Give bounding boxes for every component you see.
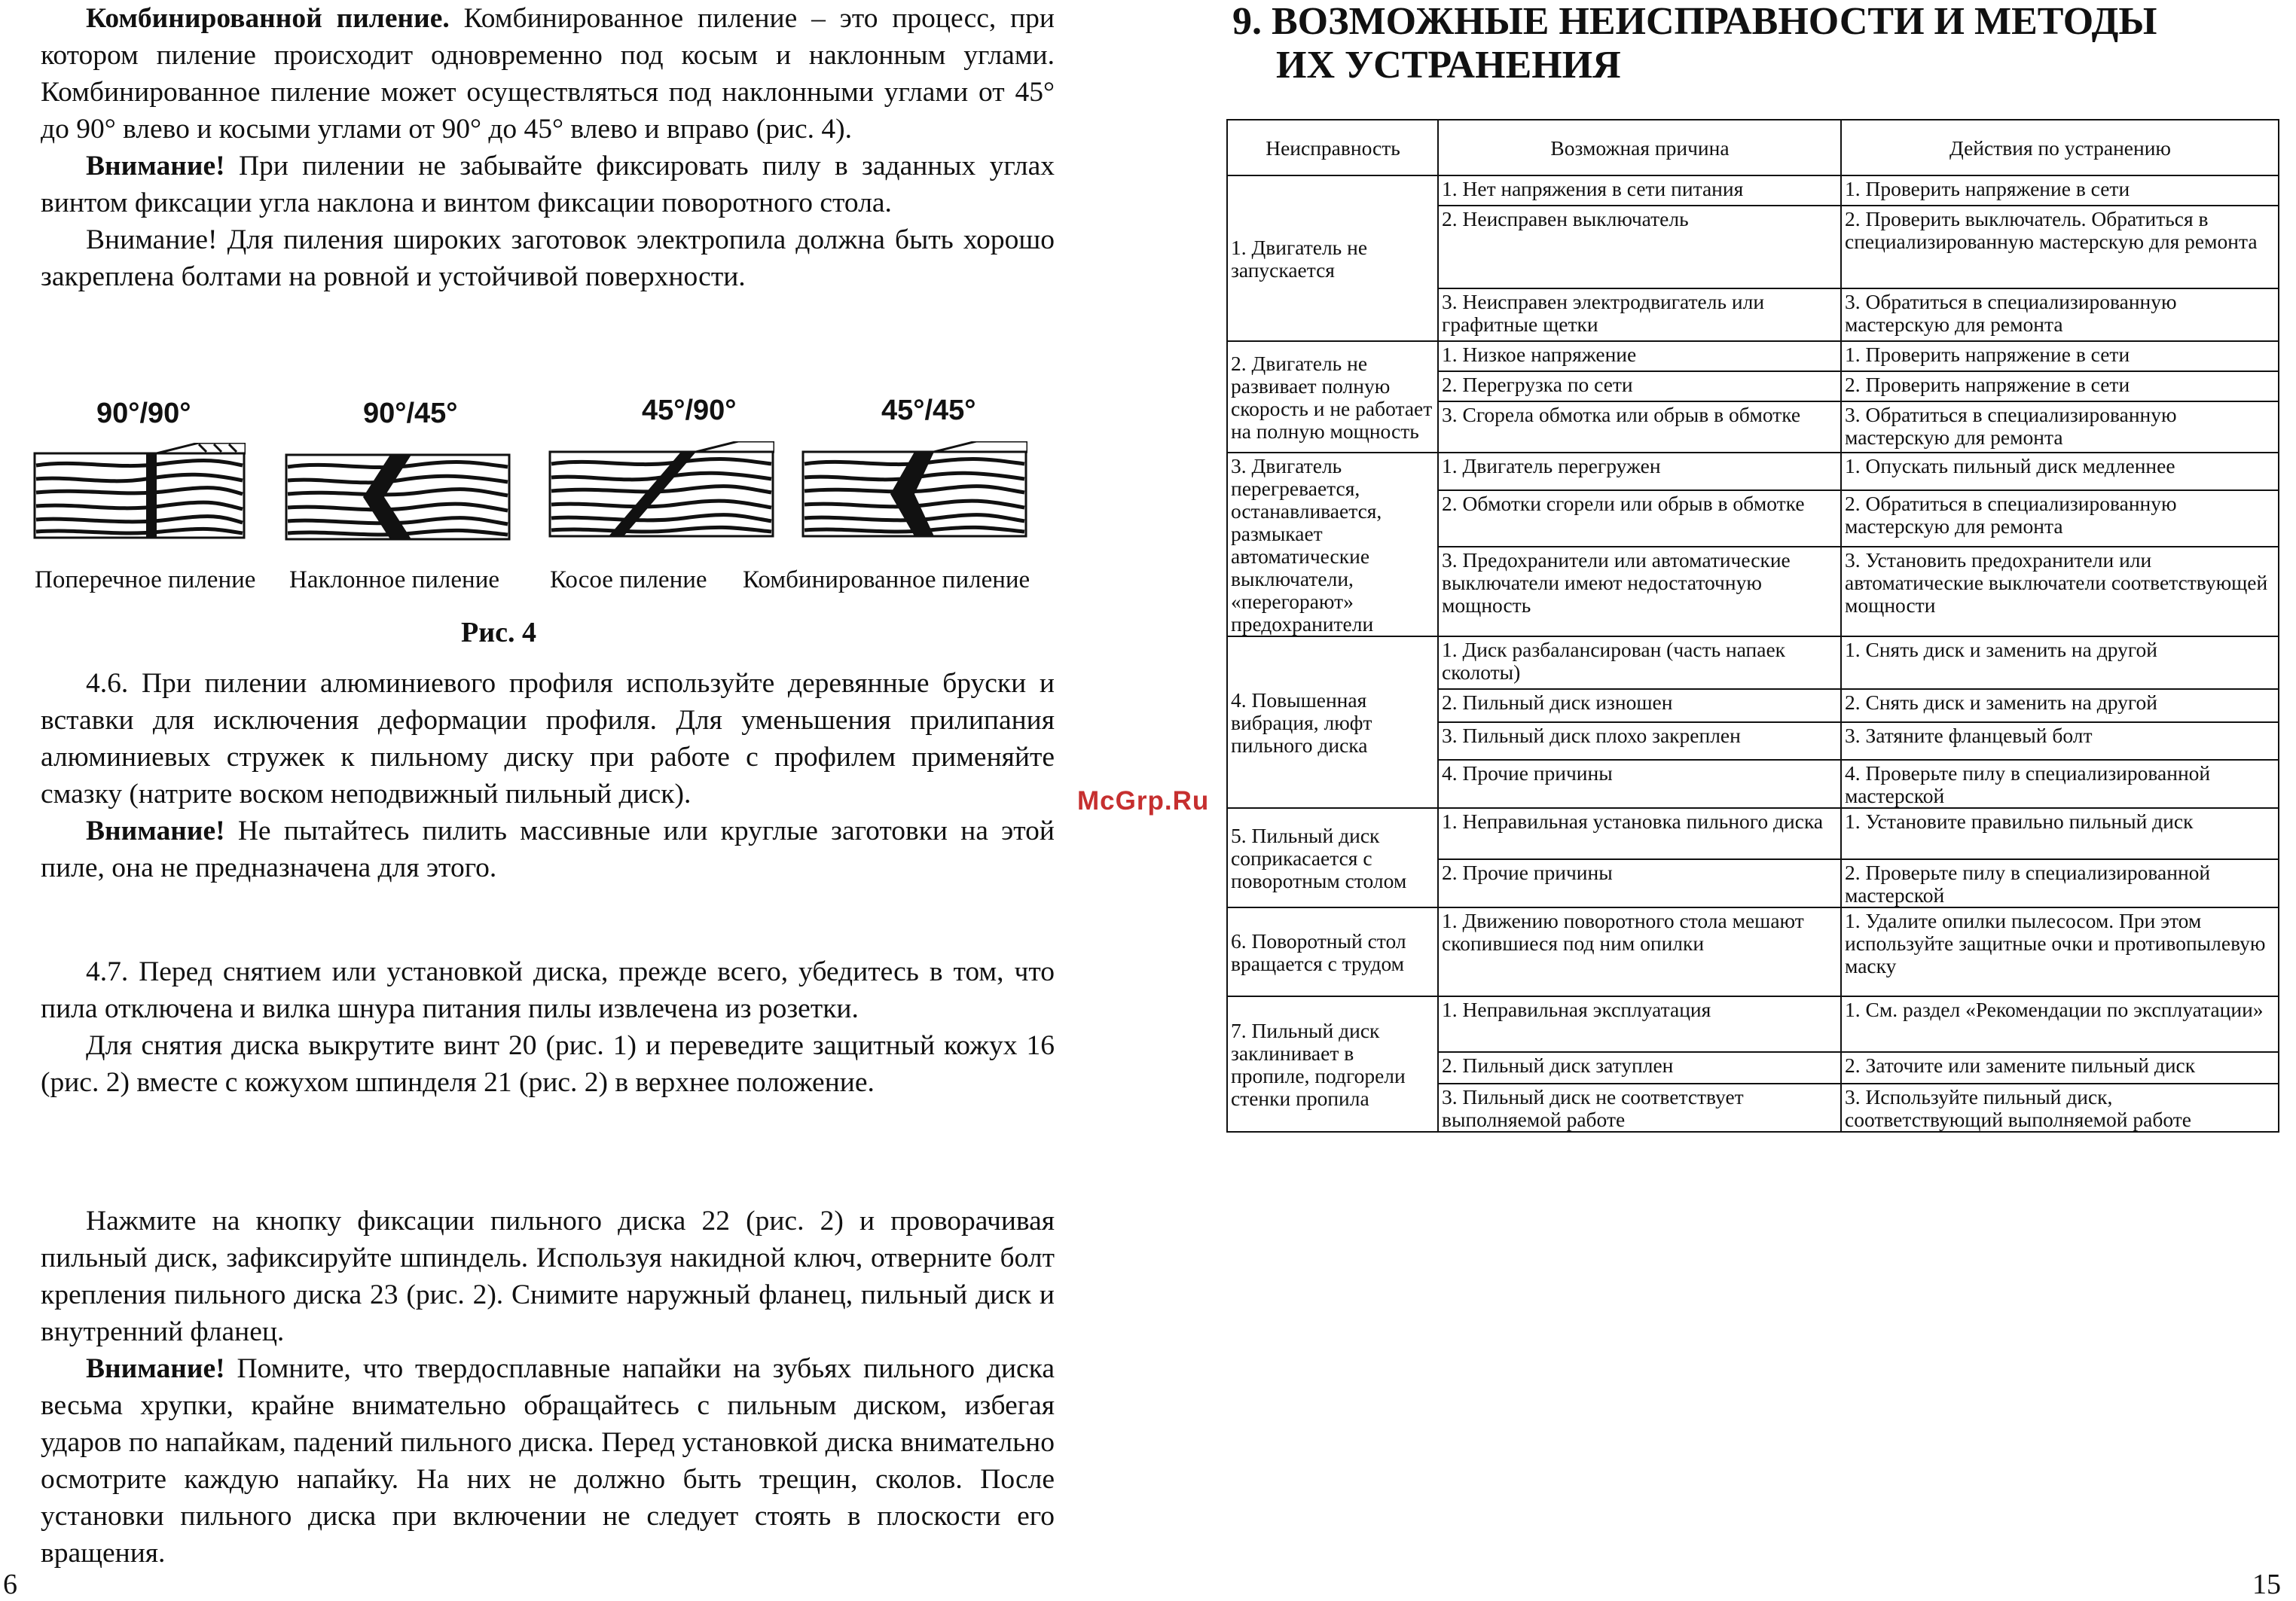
cause-cell: 1. Нет напряжения в сети питания	[1438, 175, 1841, 206]
cause-cell: 2. Прочие причины	[1438, 859, 1841, 907]
action-cell: 3. Установить предохранители или автоматические выключатели соответствующей мощности	[1841, 547, 2279, 636]
paragraph-bold-lead: Комбинированной пиление.	[86, 3, 450, 34]
paragraph-text: Нажмите на кнопку фиксации пильного диска 22 (рис. 2) и проворачивая пильный диск, зафиксируйте шпиндель. Используя накидной ключ, отверните болт крепления пильного диска 23 (рис. 2). Снимите наружный фланец, пильный диск и внутренний фланец.	[41, 1206, 1055, 1347]
paragraph	[41, 221, 1055, 295]
paragraph	[41, 0, 1055, 148]
cause-cell: 3. Пильный диск не соответствует выполняемой работе	[1438, 1084, 1841, 1132]
table-row	[1227, 636, 2279, 689]
paragraph-text: При пилении не забывайте фиксировать пилу в заданных углах винтом фиксации угла наклона и винтом фиксации поворотного стола.	[41, 151, 1055, 218]
table-row	[1227, 907, 2279, 996]
cause-cell: 2. Пильный диск изношен	[1438, 689, 1841, 722]
board-bevel-image	[285, 444, 511, 550]
paragraph	[41, 813, 1055, 886]
cause-cell: 3. Неисправен электродвигатель или графитные щетки	[1438, 288, 1841, 341]
action-cell: 1. Опускать пильный диск медленнее	[1841, 453, 2279, 490]
paragraph	[41, 953, 1055, 1027]
fig-caption-compound: Комбинированное пиление	[743, 566, 1030, 593]
action-cell: 1. Установите правильно пильный диск	[1841, 808, 2279, 859]
paragraph	[41, 665, 1055, 813]
page-number-left: 6	[3, 1569, 17, 1600]
watermark: McGrp.Ru	[1077, 786, 1210, 816]
section-title	[1232, 0, 2157, 87]
fault-cell: 5. Пильный диск соприкасается с поворотным столом	[1227, 808, 1438, 907]
paragraph	[41, 148, 1055, 221]
action-cell: 2. Заточите или замените пильный диск	[1841, 1052, 2279, 1084]
fault-cell: 3. Двигатель перегревается, останавливается, размыкает автоматические выключатели, «перегорают» предохранители	[1227, 453, 1438, 636]
fault-cell: 4. Повышенная вибрация, люфт пильного диска	[1227, 636, 1438, 808]
section-4-7	[41, 953, 1055, 1101]
paragraph	[41, 1027, 1055, 1101]
action-cell: 3. Затяните фланцевый болт	[1841, 722, 2279, 760]
cause-cell: 1. Неправильная установка пильного диска	[1438, 808, 1841, 859]
section-disk-removal	[41, 1203, 1055, 1572]
action-cell: 3. Используйте пильный диск, соответствующий выполняемой работе	[1841, 1084, 2279, 1132]
paragraph-text: Помните, что твердосплавные напайки на зубьях пильного диска весьма хрупки, крайне внимательно обращайтесь с пильным диском, избегая ударов по напайкам, падений пильного диска. Перед установкой диска внимательно осмотрите каждую напайку. На них не должно быть трещин, сколов. После установки пильного диска при включении не следует стоять в плоскости его вращения.	[41, 1353, 1055, 1569]
action-cell: 3. Обратиться в специализированную мастерскую для ремонта	[1841, 288, 2279, 341]
cause-cell: 1. Движению поворотного стола мешают скопившиеся под ним опилки	[1438, 907, 1841, 996]
board-compound-image	[801, 441, 1027, 547]
table-row	[1227, 996, 2279, 1052]
cause-cell: 1. Низкое напряжение	[1438, 341, 1841, 371]
table-row	[1227, 341, 2279, 371]
intro-paragraphs	[41, 0, 1055, 295]
cause-cell: 4. Прочие причины	[1438, 760, 1841, 808]
cause-cell: 3. Сгорела обмотка или обрыв в обмотке	[1438, 401, 1841, 453]
paragraph	[41, 1350, 1055, 1572]
header-action: Действия по устранению	[1841, 120, 2279, 175]
fig-title-90-45: 90°/45°	[363, 398, 458, 429]
action-cell: 1. См. раздел «Рекомендации по эксплуатации»	[1841, 996, 2279, 1052]
cause-cell: 2. Обмотки сгорели или обрыв в обмотке	[1438, 490, 1841, 547]
fig-title-45-90: 45°/90°	[642, 395, 737, 426]
cause-cell: 1. Диск разбалансирован (часть напаек сколоты)	[1438, 636, 1841, 689]
action-cell: 2. Проверить напряжение в сети	[1841, 371, 2279, 401]
action-cell: 4. Проверьте пилу в специализированной мастерской	[1841, 760, 2279, 808]
cause-cell: 2. Неисправен выключатель	[1438, 206, 1841, 288]
board-crosscut-image	[33, 443, 246, 548]
paragraph-text: 4.7. Перед снятием или установкой диска, прежде всего, убедитесь в том, что пила отключена и вилка шнура питания пилы извлечена из розетки.	[41, 956, 1055, 1024]
paragraph-text: 4.6. При пилении алюминиевого профиля используйте деревянные бруски и вставки для исключения деформации профиля. Для уменьшения прилипания алюминиевых стружек к пильному диску при работе с профилем применяйте смазку (натрите воском неподвижный пильный диск).	[41, 668, 1055, 810]
cause-cell: 2. Перегрузка по сети	[1438, 371, 1841, 401]
fault-cell: 7. Пильный диск заклинивает в пропиле, подгорели стенки пропила	[1227, 996, 1438, 1132]
cause-cell: 2. Пильный диск затуплен	[1438, 1052, 1841, 1084]
cause-cell: 1. Двигатель перегружен	[1438, 453, 1841, 490]
section-title-line2: ИХ УСТРАНЕНИЯ	[1276, 44, 1621, 87]
paragraphs-4-6	[41, 665, 1055, 886]
action-cell: 1. Снять диск и заменить на другой	[1841, 636, 2279, 689]
fault-cell: 2. Двигатель не развивает полную скорость и не работает на полную мощность	[1227, 341, 1438, 453]
fault-cell: 6. Поворотный стол вращается с трудом	[1227, 907, 1438, 996]
cause-cell: 3. Предохранители или автоматические выключатели имеют недостаточную мощность	[1438, 547, 1841, 636]
paragraph-text: Не пытайтесь пилить массивные или круглые заготовки на этой пиле, она не предназначена для этого.	[41, 816, 1055, 883]
table-body	[1227, 175, 2279, 1132]
action-cell: 2. Обратиться в специализированную мастерскую для ремонта	[1841, 490, 2279, 547]
action-cell: 2. Проверьте пилу в специализированной мастерской	[1841, 859, 2279, 907]
action-cell: 1. Проверить напряжение в сети	[1841, 341, 2279, 371]
header-fault: Неисправность	[1227, 120, 1438, 175]
fig-title-45-45: 45°/45°	[881, 395, 976, 426]
paragraph-bold-lead: Внимание!	[86, 151, 225, 181]
action-cell: 1. Удалите опилки пылесосом. При этом используйте защитные очки и противопылевую маску	[1841, 907, 2279, 996]
paragraph-bold-lead: Внимание!	[86, 1353, 225, 1384]
table-header-row	[1227, 120, 2279, 175]
fig-title-90-90: 90°/90°	[96, 398, 191, 429]
fig-caption-crosscut: Поперечное пиление	[35, 566, 256, 593]
paragraphs-disk-removal	[41, 1203, 1055, 1572]
header-cause: Возможная причина	[1438, 120, 1841, 175]
action-cell: 1. Проверить напряжение в сети	[1841, 175, 2279, 206]
fig-caption-miter: Косое пиление	[550, 566, 707, 593]
page-number-right: 15	[2252, 1569, 2281, 1600]
section-title-line1: 9. ВОЗМОЖНЫЕ НЕИСПРАВНОСТИ И МЕТОДЫ	[1232, 0, 2157, 43]
action-cell: 2. Снять диск и заменить на другой	[1841, 689, 2279, 722]
cause-cell: 3. Пильный диск плохо закреплен	[1438, 722, 1841, 760]
board-miter-image	[548, 441, 774, 547]
action-cell: 2. Проверить выключатель. Обратиться в специализированную мастерскую для ремонта	[1841, 206, 2279, 288]
table-row	[1227, 808, 2279, 859]
paragraphs-4-7	[41, 953, 1055, 1101]
action-cell: 3. Обратиться в специализированную мастерскую для ремонта	[1841, 401, 2279, 453]
paragraph-text: Для снятия диска выкрутите винт 20 (рис. 1) и переведите защитный кожух 16 (рис. 2) вместе с кожухом шпинделя 21 (рис. 2) в верхнее положение.	[41, 1030, 1055, 1098]
fig-caption-bevel: Наклонное пиление	[289, 566, 500, 593]
table-row	[1227, 453, 2279, 490]
figure-label: Рис. 4	[461, 617, 536, 648]
section-4-6	[41, 665, 1055, 886]
troubleshooting-table	[1226, 119, 2279, 1133]
left-page	[41, 0, 1055, 295]
cause-cell: 1. Неправильная эксплуатация	[1438, 996, 1841, 1052]
paragraph	[41, 1203, 1055, 1350]
paragraph-bold-lead: Внимание!	[86, 816, 225, 846]
paragraph-text: Внимание! Для пиления широких заготовок электропила должна быть хорошо закреплена болтами на ровной и устойчивой поверхности.	[41, 224, 1055, 292]
table-row	[1227, 175, 2279, 206]
fault-cell: 1. Двигатель не запускается	[1227, 175, 1438, 341]
paragraph-text: Комбинированное пиление – это процесс, при котором пиление происходит одновременно под косым и наклонным углами. Комбинированное пиление может осуществляться под наклонными углами от 45° до 90° влево и косыми углами от 90° до 45° влево и вправо (рис. 4).	[41, 3, 1055, 145]
